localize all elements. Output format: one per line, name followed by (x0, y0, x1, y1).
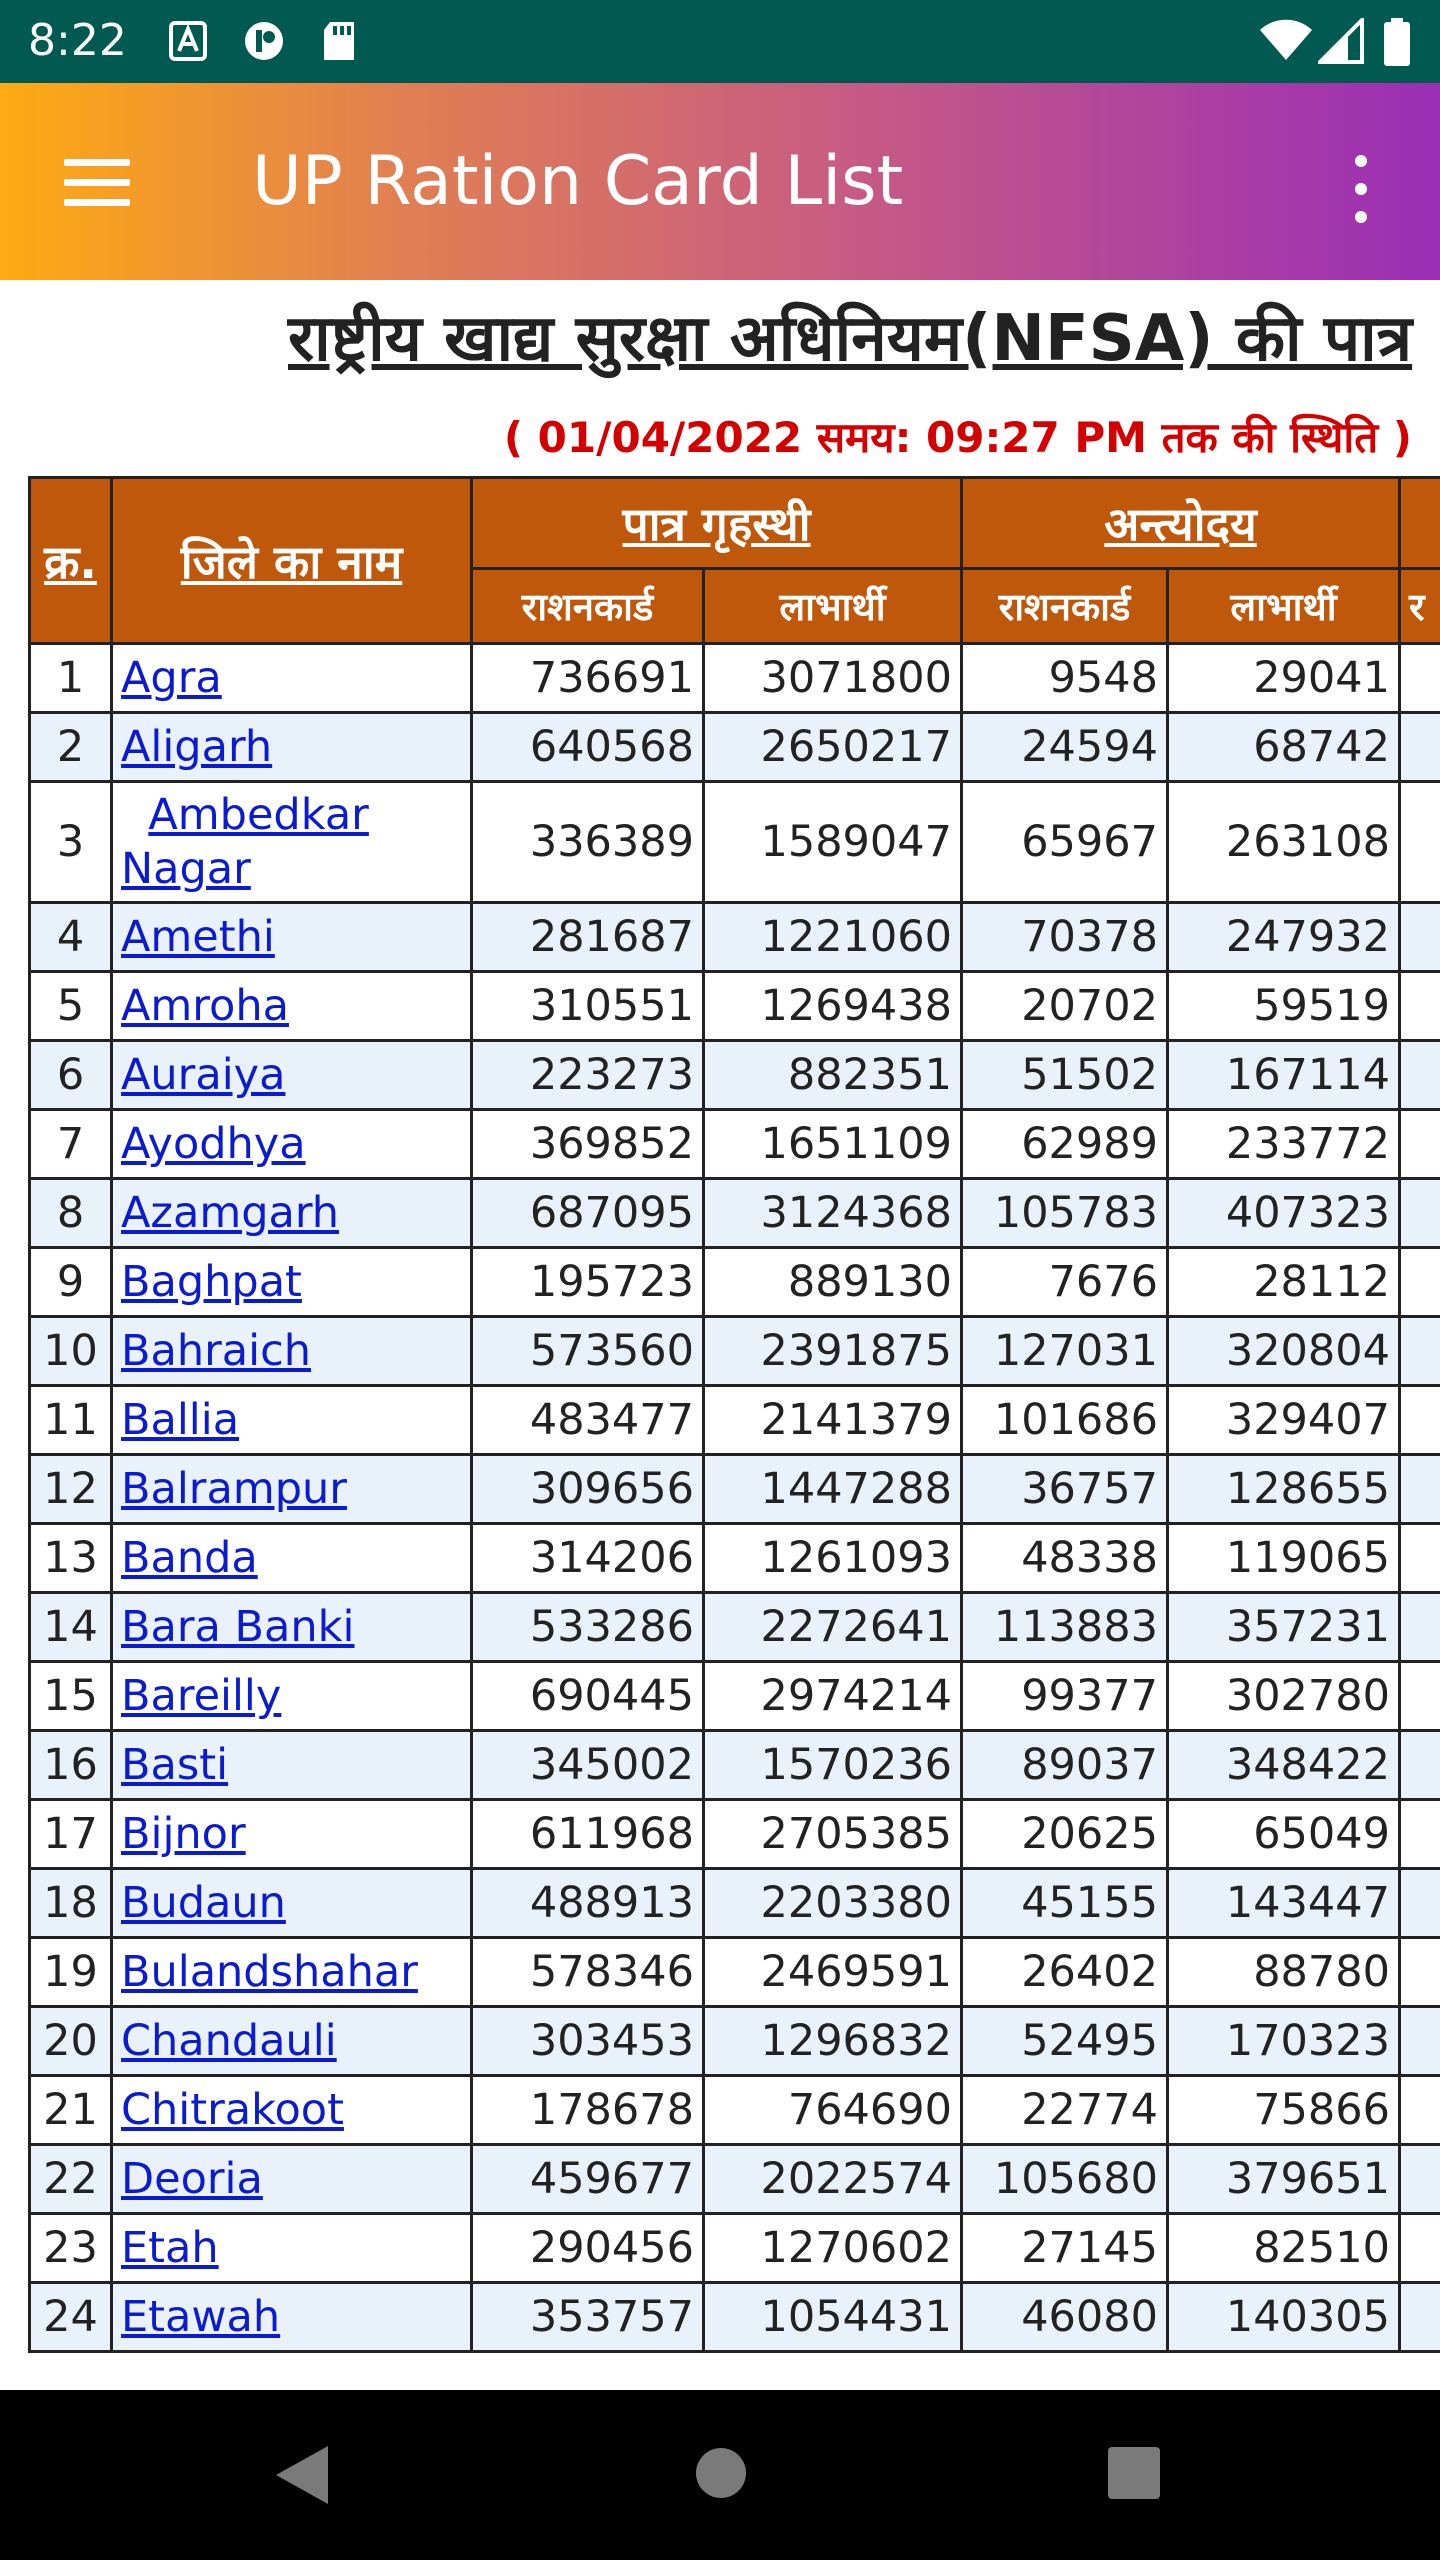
ph-beneficiaries: 882351 (704, 1041, 962, 1110)
row-serial: 24 (30, 2283, 112, 2352)
ph-beneficiaries: 1269438 (704, 972, 962, 1041)
ay-beneficiaries: 140305 (1168, 2283, 1400, 2352)
ay-ration-cards: 27145 (962, 2214, 1168, 2283)
ph-ration-cards: 314206 (472, 1524, 704, 1593)
cut-cell (1400, 1248, 1440, 1317)
ay-beneficiaries: 29041 (1168, 644, 1400, 713)
row-serial: 10 (30, 1317, 112, 1386)
table-row (30, 782, 1440, 903)
ay-ration-cards: 105783 (962, 1179, 1168, 1248)
row-serial: 1 (30, 644, 112, 713)
ay-ration-cards: 70378 (962, 903, 1168, 972)
status-bar (0, 0, 1440, 83)
cut-cell (1400, 2283, 1440, 2352)
row-serial: 16 (30, 1731, 112, 1800)
cut-cell (1400, 1938, 1440, 2007)
table-row (30, 713, 1440, 782)
ay-ration-cards: 20702 (962, 972, 1168, 1041)
overflow-menu-button[interactable] (1330, 139, 1390, 239)
ph-ration-cards: 223273 (472, 1041, 704, 1110)
ph-ration-cards: 303453 (472, 2007, 704, 2076)
district-link[interactable]: Amethi (121, 912, 275, 962)
district-link[interactable]: Ambedkar Nagar (121, 790, 369, 894)
ph-ration-cards: 483477 (472, 1386, 704, 1455)
header-patra-grihasthi: पात्र गृहस्थी (472, 478, 962, 569)
row-serial: 5 (30, 972, 112, 1041)
ph-beneficiaries: 1447288 (704, 1455, 962, 1524)
cut-cell (1400, 1455, 1440, 1524)
ph-beneficiaries: 1651109 (704, 1110, 962, 1179)
ay-beneficiaries: 167114 (1168, 1041, 1400, 1110)
header-beneficiaries: लाभार्थी (704, 569, 962, 644)
table-row (30, 1800, 1440, 1869)
table-row (30, 1524, 1440, 1593)
table-row (30, 1041, 1440, 1110)
ay-beneficiaries: 247932 (1168, 903, 1400, 972)
ph-ration-cards: 336389 (472, 782, 704, 903)
ph-ration-cards: 309656 (472, 1455, 704, 1524)
ay-ration-cards: 36757 (962, 1455, 1168, 1524)
ph-beneficiaries: 1296832 (704, 2007, 962, 2076)
ph-beneficiaries: 2974214 (704, 1662, 962, 1731)
district-link[interactable]: Budaun (121, 1878, 286, 1928)
cut-cell (1400, 1662, 1440, 1731)
district-link[interactable]: Bareilly (121, 1671, 282, 1721)
ay-beneficiaries: 119065 (1168, 1524, 1400, 1593)
cut-cell (1400, 1731, 1440, 1800)
header-antyodaya: अन्त्योदय (962, 478, 1400, 569)
ph-ration-cards: 640568 (472, 713, 704, 782)
cut-cell (1400, 2076, 1440, 2145)
header-cut-sub: र (1400, 569, 1440, 644)
ph-ration-cards: 195723 (472, 1248, 704, 1317)
table-row (30, 2283, 1440, 2352)
cut-cell (1400, 713, 1440, 782)
ph-ration-cards: 353757 (472, 2283, 704, 2352)
battery-icon (1384, 18, 1410, 66)
ay-ration-cards: 99377 (962, 1662, 1168, 1731)
ration-card-table (28, 476, 1440, 2353)
page-heading: राष्ट्रीय खाद्य सुरक्षा अधिनियम(NFSA) की पात्र (288, 302, 1413, 376)
ay-beneficiaries: 302780 (1168, 1662, 1400, 1731)
district-link[interactable]: Agra (121, 653, 222, 703)
ay-beneficiaries: 407323 (1168, 1179, 1400, 1248)
district-link[interactable]: Balrampur (121, 1464, 347, 1514)
row-serial: 3 (30, 782, 112, 903)
ay-beneficiaries: 379651 (1168, 2145, 1400, 2214)
ph-beneficiaries: 2650217 (704, 713, 962, 782)
district-link[interactable]: Azamgarh (121, 1188, 340, 1238)
ph-ration-cards: 533286 (472, 1593, 704, 1662)
recents-icon[interactable] (1108, 2447, 1160, 2499)
ay-ration-cards: 7676 (962, 1248, 1168, 1317)
district-link[interactable]: Deoria (121, 2154, 263, 2204)
ph-beneficiaries: 2141379 (704, 1386, 962, 1455)
ay-beneficiaries: 357231 (1168, 1593, 1400, 1662)
ph-beneficiaries: 2203380 (704, 1869, 962, 1938)
table-row (30, 1455, 1440, 1524)
district-link[interactable]: Auraiya (121, 1050, 286, 1100)
row-serial: 19 (30, 1938, 112, 2007)
table-row (30, 1869, 1440, 1938)
table-row (30, 1386, 1440, 1455)
ay-ration-cards: 101686 (962, 1386, 1168, 1455)
cut-cell (1400, 1386, 1440, 1455)
district-link[interactable]: Chitrakoot (121, 2085, 344, 2135)
row-serial: 22 (30, 2145, 112, 2214)
row-serial: 8 (30, 1179, 112, 1248)
row-serial: 14 (30, 1593, 112, 1662)
cut-cell (1400, 972, 1440, 1041)
ph-beneficiaries: 764690 (704, 2076, 962, 2145)
ay-ration-cards: 46080 (962, 2283, 1168, 2352)
ay-beneficiaries: 65049 (1168, 1800, 1400, 1869)
table-row (30, 2214, 1440, 2283)
ay-beneficiaries: 233772 (1168, 1110, 1400, 1179)
ay-ration-cards: 45155 (962, 1869, 1168, 1938)
ay-beneficiaries: 68742 (1168, 713, 1400, 782)
district-link[interactable]: Etawah (121, 2292, 281, 2342)
district-link[interactable]: Amroha (121, 981, 289, 1031)
ay-beneficiaries: 59519 (1168, 972, 1400, 1041)
ay-ration-cards: 62989 (962, 1110, 1168, 1179)
cut-cell (1400, 1593, 1440, 1662)
back-icon[interactable] (272, 2442, 332, 2508)
ph-beneficiaries: 3071800 (704, 644, 962, 713)
ph-beneficiaries: 2272641 (704, 1593, 962, 1662)
ay-ration-cards: 20625 (962, 1800, 1168, 1869)
district-link[interactable]: Basti (121, 1740, 229, 1790)
ay-beneficiaries: 170323 (1168, 2007, 1400, 2076)
row-serial: 13 (30, 1524, 112, 1593)
ph-beneficiaries: 2022574 (704, 2145, 962, 2214)
ay-ration-cards: 26402 (962, 1938, 1168, 2007)
ay-ration-cards: 52495 (962, 2007, 1168, 2076)
ph-ration-cards: 611968 (472, 1800, 704, 1869)
header-ration-cards: राशनकार्ड (472, 569, 704, 644)
cut-cell (1400, 1800, 1440, 1869)
table-row (30, 1731, 1440, 1800)
cut-cell (1400, 644, 1440, 713)
row-serial: 6 (30, 1041, 112, 1110)
ph-ration-cards: 488913 (472, 1869, 704, 1938)
wifi-icon (1258, 18, 1314, 62)
row-serial: 12 (30, 1455, 112, 1524)
ph-beneficiaries: 889130 (704, 1248, 962, 1317)
ay-ration-cards: 22774 (962, 2076, 1168, 2145)
ph-ration-cards: 687095 (472, 1179, 704, 1248)
header-cut-group (1400, 478, 1440, 569)
ph-ration-cards: 573560 (472, 1317, 704, 1386)
district-link[interactable]: Baghpat (121, 1257, 302, 1307)
ay-beneficiaries: 329407 (1168, 1386, 1400, 1455)
table-row (30, 2007, 1440, 2076)
header-serial: क्र. (30, 478, 112, 644)
ph-beneficiaries: 2391875 (704, 1317, 962, 1386)
district-link[interactable]: Bara Banki (121, 1602, 355, 1652)
table-row (30, 1110, 1440, 1179)
ay-beneficiaries: 320804 (1168, 1317, 1400, 1386)
cut-cell (1400, 903, 1440, 972)
table-row (30, 1248, 1440, 1317)
ay-ration-cards: 48338 (962, 1524, 1168, 1593)
header-ration-cards: राशनकार्ड (962, 569, 1168, 644)
ph-ration-cards: 281687 (472, 903, 704, 972)
ph-ration-cards: 290456 (472, 2214, 704, 2283)
ay-beneficiaries: 82510 (1168, 2214, 1400, 2283)
row-serial: 7 (30, 1110, 112, 1179)
ph-ration-cards: 178678 (472, 2076, 704, 2145)
row-serial: 4 (30, 903, 112, 972)
status-time: 8:22 (28, 15, 127, 66)
ph-ration-cards: 736691 (472, 644, 704, 713)
table-row (30, 903, 1440, 972)
ay-ration-cards: 9548 (962, 644, 1168, 713)
ph-beneficiaries: 2469591 (704, 1938, 962, 2007)
ay-beneficiaries: 88780 (1168, 1938, 1400, 2007)
table-row (30, 1317, 1440, 1386)
ph-ration-cards: 345002 (472, 1731, 704, 1800)
cut-cell (1400, 2007, 1440, 2076)
table-row (30, 972, 1440, 1041)
p-notification-icon (238, 20, 290, 62)
ph-ration-cards: 369852 (472, 1110, 704, 1179)
header-district: जिले का नाम (112, 478, 472, 644)
row-serial: 20 (30, 2007, 112, 2076)
app-bar (0, 83, 1440, 280)
ay-ration-cards: 65967 (962, 782, 1168, 903)
district-link[interactable]: Aligarh (121, 722, 273, 772)
table-row (30, 644, 1440, 713)
cut-cell (1400, 1179, 1440, 1248)
ph-beneficiaries: 1570236 (704, 1731, 962, 1800)
table-row (30, 1662, 1440, 1731)
district-link[interactable]: Etah (121, 2223, 219, 2273)
navigation-bar (0, 2390, 1440, 2560)
table-row (30, 1938, 1440, 2007)
ay-ration-cards: 105680 (962, 2145, 1168, 2214)
ph-beneficiaries: 3124368 (704, 1179, 962, 1248)
ph-ration-cards: 690445 (472, 1662, 704, 1731)
cut-cell (1400, 1110, 1440, 1179)
sd-card-icon (320, 20, 358, 62)
ph-beneficiaries: 1261093 (704, 1524, 962, 1593)
district-link[interactable]: Chandauli (121, 2016, 337, 2066)
row-serial: 9 (30, 1248, 112, 1317)
status-date-line: ( 01/04/2022 समय: 09:27 PM तक की स्थिति ) (503, 413, 1412, 462)
ph-beneficiaries: 2705385 (704, 1800, 962, 1869)
ay-beneficiaries: 348422 (1168, 1731, 1400, 1800)
ay-beneficiaries: 128655 (1168, 1455, 1400, 1524)
ay-beneficiaries: 263108 (1168, 782, 1400, 903)
ay-ration-cards: 113883 (962, 1593, 1168, 1662)
ay-ration-cards: 89037 (962, 1731, 1168, 1800)
cut-cell (1400, 1317, 1440, 1386)
district-link[interactable]: Bahraich (121, 1326, 311, 1376)
ay-beneficiaries: 75866 (1168, 2076, 1400, 2145)
ph-ration-cards: 459677 (472, 2145, 704, 2214)
ph-beneficiaries: 1221060 (704, 903, 962, 972)
menu-button[interactable] (48, 139, 148, 229)
district-link[interactable]: Ballia (121, 1395, 240, 1445)
table-row (30, 1179, 1440, 1248)
cut-cell (1400, 1524, 1440, 1593)
row-serial: 2 (30, 713, 112, 782)
home-icon[interactable] (696, 2448, 746, 2498)
cut-cell (1400, 1869, 1440, 1938)
ay-beneficiaries: 28112 (1168, 1248, 1400, 1317)
table-row (30, 1593, 1440, 1662)
table-row (30, 2076, 1440, 2145)
row-serial: 11 (30, 1386, 112, 1455)
row-serial: 23 (30, 2214, 112, 2283)
ph-ration-cards: 310551 (472, 972, 704, 1041)
row-serial: 17 (30, 1800, 112, 1869)
table-row (30, 2145, 1440, 2214)
ay-ration-cards: 127031 (962, 1317, 1168, 1386)
ay-ration-cards: 51502 (962, 1041, 1168, 1110)
district-link[interactable]: Bulandshahar (121, 1947, 418, 1997)
cut-cell (1400, 2145, 1440, 2214)
district-link[interactable]: Ayodhya (121, 1119, 306, 1169)
ph-beneficiaries: 1270602 (704, 2214, 962, 2283)
cut-cell (1400, 2214, 1440, 2283)
row-serial: 18 (30, 1869, 112, 1938)
signal-icon (1318, 18, 1364, 64)
a-notification-icon (168, 20, 208, 62)
ph-beneficiaries: 1589047 (704, 782, 962, 903)
district-link[interactable]: Bijnor (121, 1809, 246, 1859)
ay-beneficiaries: 143447 (1168, 1869, 1400, 1938)
app-title: UP Ration Card List (252, 142, 904, 221)
web-content[interactable] (0, 280, 1440, 2390)
ph-ration-cards: 578346 (472, 1938, 704, 2007)
ay-ration-cards: 24594 (962, 713, 1168, 782)
row-serial: 15 (30, 1662, 112, 1731)
cut-cell (1400, 782, 1440, 903)
ph-beneficiaries: 1054431 (704, 2283, 962, 2352)
row-serial: 21 (30, 2076, 112, 2145)
district-link[interactable]: Banda (121, 1533, 258, 1583)
cut-cell (1400, 1041, 1440, 1110)
header-beneficiaries: लाभार्थी (1168, 569, 1400, 644)
